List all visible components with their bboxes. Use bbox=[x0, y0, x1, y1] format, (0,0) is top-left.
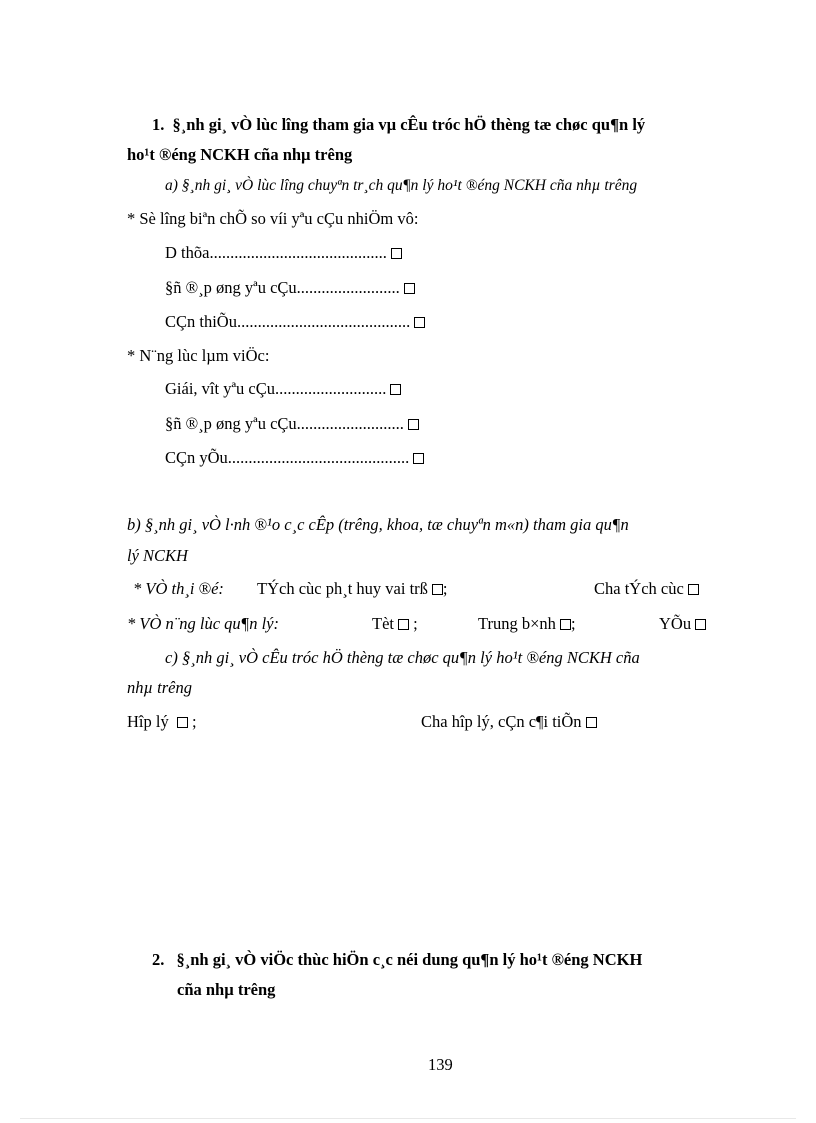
checkbox-icon[interactable] bbox=[560, 619, 571, 630]
checkbox-icon[interactable] bbox=[408, 419, 419, 430]
page-edge-divider bbox=[20, 1118, 796, 1119]
attitude-option-1: TÝch cùc ph¸t huy vai trß ; bbox=[257, 579, 448, 598]
heading-2-number: 2. bbox=[152, 950, 165, 969]
ability-option-2: Trung b×nh ; bbox=[478, 614, 576, 633]
checkbox-icon[interactable] bbox=[432, 584, 443, 595]
ability-label: * VÒ n¨ng lùc qu¶n lý: bbox=[127, 614, 280, 633]
heading-2-line-2: cña nhµ trêng bbox=[177, 980, 276, 999]
quantity-option-3: CÇn thiÕu.......................................... bbox=[165, 311, 425, 333]
ability-option-3: YÕu bbox=[659, 613, 706, 635]
heading-2-text: §¸nh gi¸ vÒ viÖc thùc hiÖn c¸c néi dung qu¶n lý ho¹t ®éng NCKH bbox=[176, 950, 643, 969]
heading-1-text: §¸nh gi¸ vÒ lùc lîng tham gia vµ cÊu tróc hÖ thèng tæ chøc qu¶n lý bbox=[172, 115, 646, 134]
checkbox-icon[interactable] bbox=[695, 619, 706, 630]
capacity-option-3: CÇn yÕu............................................ bbox=[165, 447, 424, 469]
checkbox-icon[interactable] bbox=[398, 619, 409, 630]
section-a-title: a) §¸nh gi¸ vÒ lùc lîng chuyªn tr¸ch qu¶n lý ho¹t ®éng NCKH cña nhµ trêng bbox=[165, 177, 638, 194]
structure-option-1: Hîp lý ; bbox=[127, 712, 197, 731]
checkbox-icon[interactable] bbox=[413, 453, 424, 464]
quantity-option-2: §ñ ®¸p øng yªu cÇu......................... bbox=[165, 277, 415, 299]
section-c-title-line-2: nhµ trêng bbox=[127, 678, 192, 697]
heading-1-line-1 bbox=[152, 114, 645, 136]
checkbox-icon[interactable] bbox=[414, 317, 425, 328]
quantity-option-1: D thõa........................................... bbox=[165, 242, 402, 264]
section-b-title-line-2: lý NCKH bbox=[127, 546, 188, 565]
checkbox-icon[interactable] bbox=[177, 717, 188, 728]
section-c-title-line-1: c) §¸nh gi¸ vÒ cÊu tróc hÖ thèng tæ chøc qu¶n lý ho¹t ®éng NCKH cña bbox=[165, 648, 640, 667]
structure-option-2: Cha hîp lý, cÇn c¶i tiÕn bbox=[421, 711, 597, 733]
heading-2-line-1 bbox=[152, 949, 642, 971]
capacity-option-2: §ñ ®¸p øng yªu cÇu.......................... bbox=[165, 413, 419, 435]
ability-option-1: Tèt ; bbox=[372, 614, 418, 633]
section-b-title-line-1: b) §¸nh gi¸ vÒ l·nh ®¹o c¸c cÊp (trêng, khoa, tæ chuyªn m«n) tham gia qu¶n bbox=[127, 515, 629, 534]
quantity-label: * Sè lîng biªn chÕ so víi yªu cÇu nhiÖm vô: bbox=[127, 209, 419, 228]
capacity-label: * N¨ng lùc lµm viÖc: bbox=[127, 346, 270, 365]
heading-1-line-2: ho¹t ®éng NCKH cña nhµ trêng bbox=[127, 145, 353, 164]
checkbox-icon[interactable] bbox=[391, 248, 402, 259]
checkbox-icon[interactable] bbox=[404, 283, 415, 294]
capacity-option-1: Giái, vît yªu cÇu........................... bbox=[165, 378, 401, 400]
checkbox-icon[interactable] bbox=[390, 384, 401, 395]
attitude-label: * VÒ th¸i ®é: bbox=[133, 579, 224, 598]
heading-1-number: 1. bbox=[152, 115, 165, 134]
page-number: 139 bbox=[428, 1055, 453, 1074]
attitude-option-2: Cha tÝch cùc bbox=[594, 578, 699, 600]
checkbox-icon[interactable] bbox=[586, 717, 597, 728]
checkbox-icon[interactable] bbox=[688, 584, 699, 595]
